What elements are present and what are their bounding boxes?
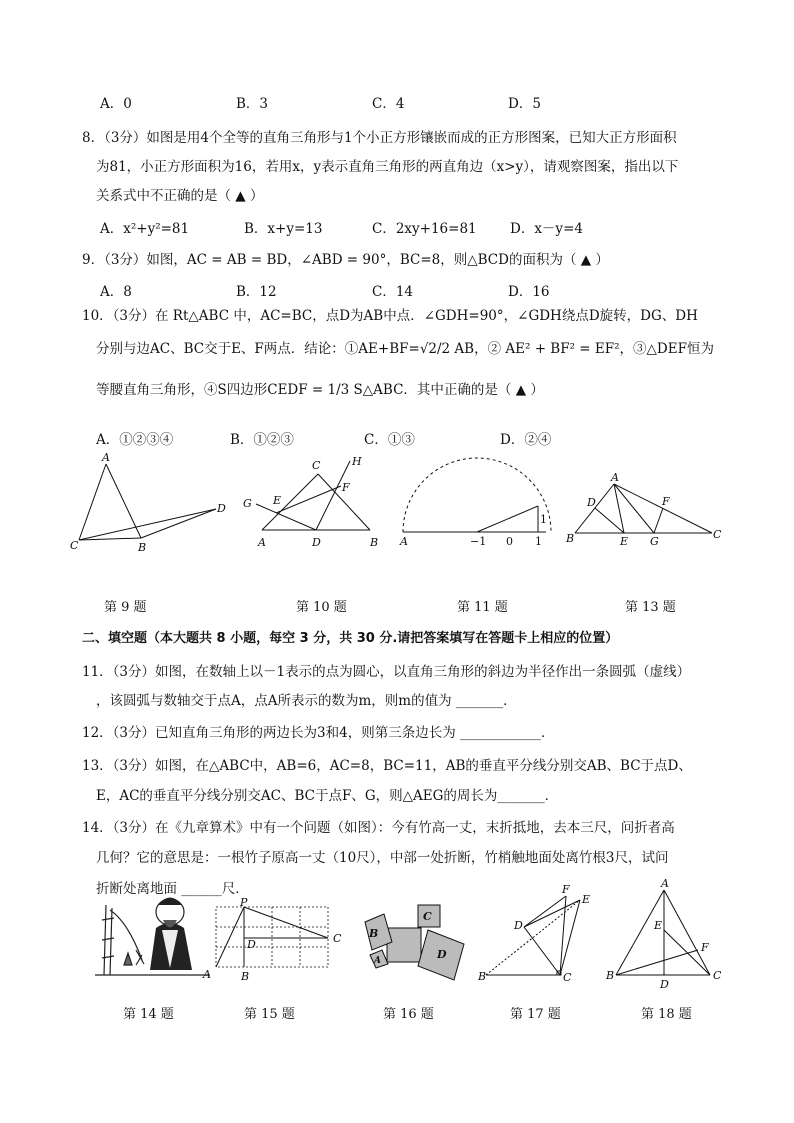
f10-label-e: E <box>273 494 282 507</box>
caption-fig15: 第 15 题 <box>244 1007 295 1022</box>
f9-label-a: A <box>102 451 110 464</box>
q10-option-d: D．②④ <box>500 432 552 448</box>
f15-label-p: P <box>240 896 248 909</box>
caption-fig14: 第 14 题 <box>123 1007 174 1022</box>
q7-option-a: A．0 <box>100 96 132 112</box>
section-2-heading: 二、填空题（本大题共 8 小题，每空 3 分，共 30 分.请把答案填写在答题卡上相应的位置） <box>82 631 619 646</box>
q13-line-2: E，AC的垂直平分线分别交AC、BC于点F、G，则△AEG的周长为_______． <box>96 788 559 804</box>
q10-option-a: A．①②③④ <box>96 432 174 448</box>
f13-label-f: F <box>662 495 670 508</box>
f13-label-e: E <box>620 535 629 548</box>
q7-option-b: B．3 <box>236 96 269 112</box>
q8-line-1: 8．（3分）如图是用4个全等的直角三角形与1个小正方形镶嵌而成的正方形图案，已知大正方形面积 <box>82 130 677 146</box>
f15-label-d: D <box>247 938 256 951</box>
f9-label-b: B <box>138 541 147 554</box>
caption-fig17: 第 17 题 <box>510 1007 561 1022</box>
f10-label-c: C <box>312 459 321 472</box>
caption-fig13: 第 13 题 <box>625 600 676 615</box>
f18-label-a: A <box>661 877 669 890</box>
q8-option-a: A．x²+y²=81 <box>100 221 190 237</box>
caption-fig11: 第 11 题 <box>457 600 508 615</box>
q9-option-b: B．12 <box>236 284 277 300</box>
f10-label-f: F <box>342 481 350 494</box>
q10-line-1: 10．（3分）在 Rt△ABC 中，AC=BC，点D为AB中点．∠GDH=90°，∠GDH绕点D旋转，DG、DH <box>82 308 698 324</box>
f18-label-b: B <box>606 969 615 982</box>
f13-label-d: D <box>587 496 596 509</box>
f11-label-height: 1 <box>540 513 547 526</box>
caption-fig18: 第 18 题 <box>641 1007 692 1022</box>
f18-label-f: F <box>701 941 709 954</box>
q10-option-c: C．①③ <box>364 432 415 448</box>
q11-line-2: ，该圆弧与数轴交于点A，点A所表示的数为m，则m的值为 _______． <box>96 693 517 709</box>
f11-label-a: A <box>400 535 408 548</box>
caption-fig10: 第 10 题 <box>296 600 347 615</box>
q8-line-3: 关系式中不正确的是（ ▲ ） <box>96 188 264 204</box>
q9-option-d: D．16 <box>508 284 550 300</box>
f13-label-c: C <box>713 528 722 541</box>
f15-label-c: C <box>333 932 342 945</box>
f15-label-a: A <box>203 968 211 981</box>
f9-label-c: C <box>70 539 79 552</box>
q10-line-3: 等腰直角三角形，④S四边形CEDF = 1/3 S△ABC．其中正确的是（ ▲ ） <box>96 382 544 398</box>
f16-label-d: D <box>437 948 447 961</box>
q10-option-b: B．①②③ <box>230 432 294 448</box>
q9-line-1: 9．（3分）如图，AC = AB = BD，∠ABD = 90°，BC=8，则△BCD的面积为（ ▲ ） <box>82 252 609 268</box>
q8-option-c: C．2xy+16=81 <box>372 221 477 237</box>
q9-option-a: A．8 <box>100 284 132 300</box>
f13-label-g: G <box>650 535 659 548</box>
q8-option-b: B．x+y=13 <box>244 221 323 237</box>
f17-label-c: C <box>563 971 572 984</box>
caption-fig9: 第 9 题 <box>104 600 147 615</box>
f18-label-e: E <box>654 919 663 932</box>
q12-line-1: 12．（3分）已知直角三角形的两边长为3和4，则第三条边长为 ____________． <box>82 725 555 741</box>
f10-label-d: D <box>312 536 321 549</box>
f13-label-a: A <box>611 471 619 484</box>
q14-line-3: 折断处离地面 ______尺． <box>96 881 249 897</box>
f16-label-a: A <box>374 956 381 966</box>
f16-label-b: B <box>369 927 379 940</box>
q9-option-c: C．14 <box>372 284 414 300</box>
f11-label-neg1: −1 <box>470 535 487 548</box>
q11-line-1: 11．（3分）如图，在数轴上以－1表示的点为圆心，以直角三角形的斜边为半径作出一条圆弧（虚线） <box>82 664 691 680</box>
f17-label-b: B <box>478 970 487 983</box>
f17-label-d: D <box>514 919 523 932</box>
f17-label-f: F <box>562 883 570 896</box>
q10-line-2: 分别与边AC、BC交于E、F两点．结论：①AE+BF=√2/2 AB，② AE² + BF² = EF²，③△DEF恒为 <box>96 341 714 357</box>
f18-label-d: D <box>660 978 669 991</box>
f11-label-1: 1 <box>535 535 542 548</box>
caption-fig16: 第 16 题 <box>383 1007 434 1022</box>
f15-label-b: B <box>241 970 250 983</box>
q13-line-1: 13．（3分）如图，在△ABC中，AB=6，AC=8，BC=11，AB的垂直平分线分别交AB、BC于点D、 <box>82 758 692 774</box>
q7-option-c: C．4 <box>372 96 405 112</box>
f18-label-c: C <box>713 969 722 982</box>
f17-label-e: E <box>582 893 591 906</box>
f11-label-0: 0 <box>506 535 513 548</box>
f10-label-g: G <box>243 497 252 510</box>
f10-label-a: A <box>258 536 266 549</box>
q7-option-d: D．5 <box>508 96 541 112</box>
f9-label-d: D <box>217 502 226 515</box>
f16-label-c: C <box>423 910 432 923</box>
q8-line-2: 为81，小正方形面积为16，若用x，y表示直角三角形的两直角边（x>y），请观察图案，指出以下 <box>96 159 679 175</box>
q8-option-d: D．x－y=4 <box>510 221 583 237</box>
q14-line-2: 几何？它的意思是：一根竹子原高一丈（10尺），中部一处折断，竹梢触地面处离竹根3尺，试问 <box>96 850 669 866</box>
q14-line-1: 14．（3分）在《九章算术》中有一个问题（如图）：今有竹高一丈，末折抵地，去本三尺，问折者高 <box>82 820 675 836</box>
f10-label-h: H <box>352 455 362 468</box>
f13-label-b: B <box>566 532 575 545</box>
f10-label-b: B <box>370 536 379 549</box>
